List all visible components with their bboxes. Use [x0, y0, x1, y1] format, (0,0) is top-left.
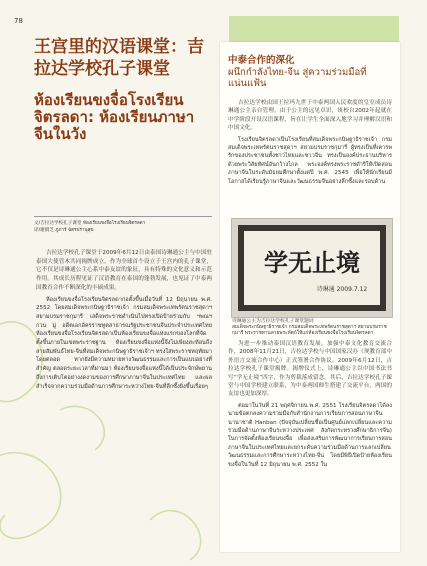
caption-chinese: 诗琳通公主为吉拉达学校孔子课堂题词 [232, 319, 314, 324]
paragraph-th: ต่อมาในวันที่ 21 พฤศจิกายน พ.ศ. 2551 โรงเรียนจิตรลดาได้ลงนามข้อตกลงความร่วมมือกับสำนักงานการเรียนการสอนภาษาจีนนานาชาติ Hanban (ปัจจุบันเปลี่ยนชื่อเป็นศูนย์แลกเปลี่ยนและความร่วมมือด้านภาษาจีนระหว่างประเทศ สังกัดกระทรวงศึกษาธิการจีน) ในการจัดตั้งห้องเรียนขงจื่อ เพื่อส่งเสริมการพัฒนาการเรียนการสอนภาษาจีนในประเทศไทยและยกระดับความร่วมมือด้านการแลกเปลี่ยนวัฒนธรรมและการศึกษาระหว่างไทย-จีน โดยมีพิธีเปิดป้ายห้องเรียนขงจื่อในวันที่ 12 มิถุนายน พ.ศ. 2552 ใน [228, 402, 392, 468]
title-thai: ห้องเรียนขงจื่อโรงเรียนจิตรลดา: ห้องเรียนภาษาจีนในวัง [34, 91, 195, 143]
section-heading-thai: ผนึกกำลังไทย-จีน สู่ความร่วมมือที่แน่นแฟ้น [228, 67, 367, 89]
title-chinese: 王宫里的汉语课堂：吉拉达学校孔子课堂 [34, 37, 204, 79]
right-body-text-2 [228, 340, 392, 472]
paragraph-cn: 吉拉达学校孔子课堂于2009年6月12日由泰国诗琳通公主与中国驻泰国大使管木共同揭牌成立。作为全球首个设立于王宫内的孔子课堂，它不仅是诗琳通公主心系中泰友谊的象征，具有特殊的文化意义和示范作用。其成长历程见证了汉语教育在泰国的蓬勃发展，也见证了中泰两国教育合作不断深化的丰硕成果。 [36, 250, 212, 291]
article-title-block [34, 36, 212, 143]
calligraphy-signature: 诗琳通 2009.7.12 [316, 286, 368, 293]
calligraphy-photo [231, 218, 393, 318]
paragraph-cn: 吉拉达学校由国王拉玛九世于中泰两国人民欢度的皇室成员诗琳通公主亲自管理。由于公主的远见卓识，该校自2002年起就在中学阶段开设汉语课程，旨在让学生全面深入地学习并理解汉语和中国文化。 [228, 100, 392, 132]
calligraphy-text: 学无止境 [264, 248, 360, 277]
right-body-text-1 [228, 99, 392, 189]
section-heading-chinese: 中泰合作的深化 [228, 55, 295, 66]
paragraph-th: ห้องเรียนขงจื่อโรงเรียนจิตรลดาก่อตั้งขึ้นเมื่อวันที่ 12 มิถุนายน พ.ศ. 2552 โดยสมเด็จพระกนิษฐาธิราชเจ้า กรมสมเด็จพระเทพรัตนราชสุดาฯ สยามบรมราชกุมารี เสด็จพระราชดำเนินไปทรงเปิดป้ายร่วมกับ ฯพณฯ กวน มู่ อดีตเอกอัครราชทูตสาธารณรัฐประชาชนจีนประจำประเทศไทย ห้องเรียนขงจื่อโรงเรียนจิตรลดาเป็นห้องเรียนขงจื่อแห่งแรกของโลกที่จัดตั้งขึ้นภายในเขตพระราชฐาน ห้องเรียนขงจื่อแห่งนี้จึงไม่เพียงสะท้อนถึงสายสัมพันธ์ไทย-จีนที่สมเด็จพระกนิษฐาธิราชเจ้าฯ ทรงใส่พระราชหฤทัยมาโดยตลอด หากยังมีความหมายทางวัฒนธรรมและการเป็นแบบอย่างที่สำคัญ ตลอดระยะเวลาที่ผ่านมา ห้องเรียนขงจื่อแห่งนี้ได้เป็นประจักษ์พยานถึงการเติบโตอย่างงดงามของการศึกษาภาษาจีนในประเทศไทย และผลสำเร็จจากความร่วมมือด้านการศึกษาระหว่างไทย-จีนที่ลึกซึ้งยิ่งขึ้นเรื่อยๆ [36, 296, 212, 390]
photo-caption [232, 319, 392, 338]
paragraph-cn: 为进一步推动泰国汉语教育发展，加强中泰文化教育交流合作，2008年11月21日，吉拉达学校与中国国家汉办（现教育部中外语言交流合作中心）正式签署合作协议。2009年6月12日，吉拉达学校孔子课堂揭牌。揭牌仪式上，诗琳通公主以中国书法书写“学无止境”四字，作为剪裁落成留念。其后，吉拉达学校孔子课堂与中国学校建立联系，为中泰两国师生搭建了交流平台，两国的友谊也更加深厚。 [228, 341, 392, 398]
byline [34, 216, 212, 234]
caption-thai: สมเด็จพระกนิษฐาธิราชเจ้า กรมสมเด็จพระเทพรัตนราชสุดาฯ สยามบรมราชกุมารี พระราชทานลายพระหัตถ์ให้แก่ห้องเรียนขงจื่อโรงเรียนจิตรลดา [232, 325, 387, 337]
page-number: 78 [14, 17, 23, 25]
paragraph-th: โรงเรียนจิตรลดาเป็นโรงเรียนที่สมเด็จพระกนิษฐาธิราชเจ้า กรมสมเด็จพระเทพรัตนราชสุดาฯ สยามบรมราชกุมารี ผู้ทรงเป็นที่เคารพรักของประชาชนทั้งชาวไทยและชาวจีน ทรงเป็นองค์ประธานบริหาร ด้วยพระวิสัยทัศน์อันกว้างไกล พระองค์ทรงพระราชดำริให้เปิดสอนภาษาจีนในระดับมัธยมศึกษาตั้งแต่ปี พ.ศ. 2545 เพื่อให้นักเรียนมีโอกาสได้เรียนรู้ภาษาจีนและวัฒนธรรมจีนอย่างลึกซึ้งและรอบด้าน [228, 136, 392, 185]
left-body-text [36, 249, 212, 394]
byline-author: 文/吉拉达学校孔子课堂 ห้องเรียนขงจื่อโรงเรียนจิตรลดา [34, 221, 146, 226]
calligraphy-frame-image [232, 219, 392, 317]
byline-translator: 译/谢镇芝 ภูภาร์ ฉัตรปรานุสุข [34, 228, 94, 233]
